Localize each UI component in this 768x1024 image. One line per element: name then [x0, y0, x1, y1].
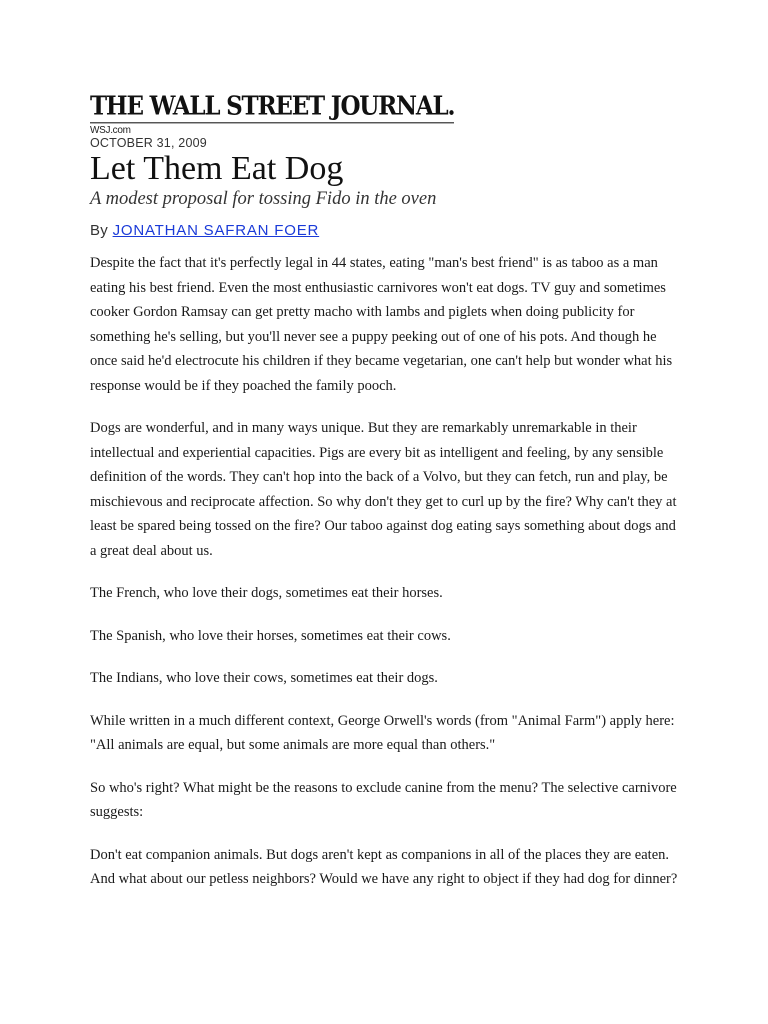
byline [90, 222, 678, 240]
paragraph: Don't eat companion animals. But dogs aren't kept as companions in all of the places they are eaten. And what about our petless neighbors? Would we have any right to object if they had dog for dinner? [90, 846, 678, 887]
paragraph: So who's right? What might be the reasons to exclude canine from the menu? The selective carnivore suggests: [90, 779, 677, 820]
masthead-logo[interactable]: THE WALL STREET JOURNAL. [90, 92, 454, 123]
article-body [90, 251, 678, 892]
article-subtitle: A modest proposal for tossing Fido in the oven [90, 189, 437, 209]
paragraph: Dogs are wonderful, and in many ways unique. But they are remarkably unremarkable in their intellectual and experiential capacities. Pigs are every bit as intelligent and feeling, by any sensible definition of the words. They can't hop into the back of a Volvo, but they can fetch, run and play, be mischievous and reciprocate affection. So why don't they get to curl up by the fire? Why can't they at least be spared being tossed on the fire? Our taboo against dog eating says something about dogs and a great deal about us. [90, 420, 677, 559]
header [90, 92, 678, 151]
article-date: OCTOBER 31, 2009 [90, 136, 207, 150]
paragraph: The French, who love their dogs, sometimes eat their horses. [90, 585, 443, 601]
site-name: WSJ.com [90, 125, 131, 136]
paragraph: The Indians, who love their cows, sometimes eat their dogs. [90, 670, 438, 686]
paragraph: While written in a much different context, George Orwell's words (from "Animal Farm") apply here: "All animals are equal, but some animals are more equal than others." [90, 712, 675, 753]
paragraph: The Spanish, who love their horses, sometimes eat their cows. [90, 627, 451, 644]
author-link[interactable]: JONATHAN SAFRAN FOER [112, 222, 320, 239]
paragraph: Despite the fact that it's perfectly legal in 44 states, eating "man's best friend" is as taboo as a man eating his best friend. Even the most enthusiastic carnivores won't eat dogs. TV guy and sometimes cooker Gordon Ramsay can get pretty macho with lambs and piglets when doing publicity for something he's selling, but you'll never see a puppy peeking out of one of his pots. And though he once said he'd electrocute his children if they became vegetarian, one can't help but wonder what his response would be if they poached the family pooch. [90, 255, 673, 394]
byline-prefix: By [90, 222, 109, 239]
article-title: Let Them Eat Dog [90, 150, 344, 187]
